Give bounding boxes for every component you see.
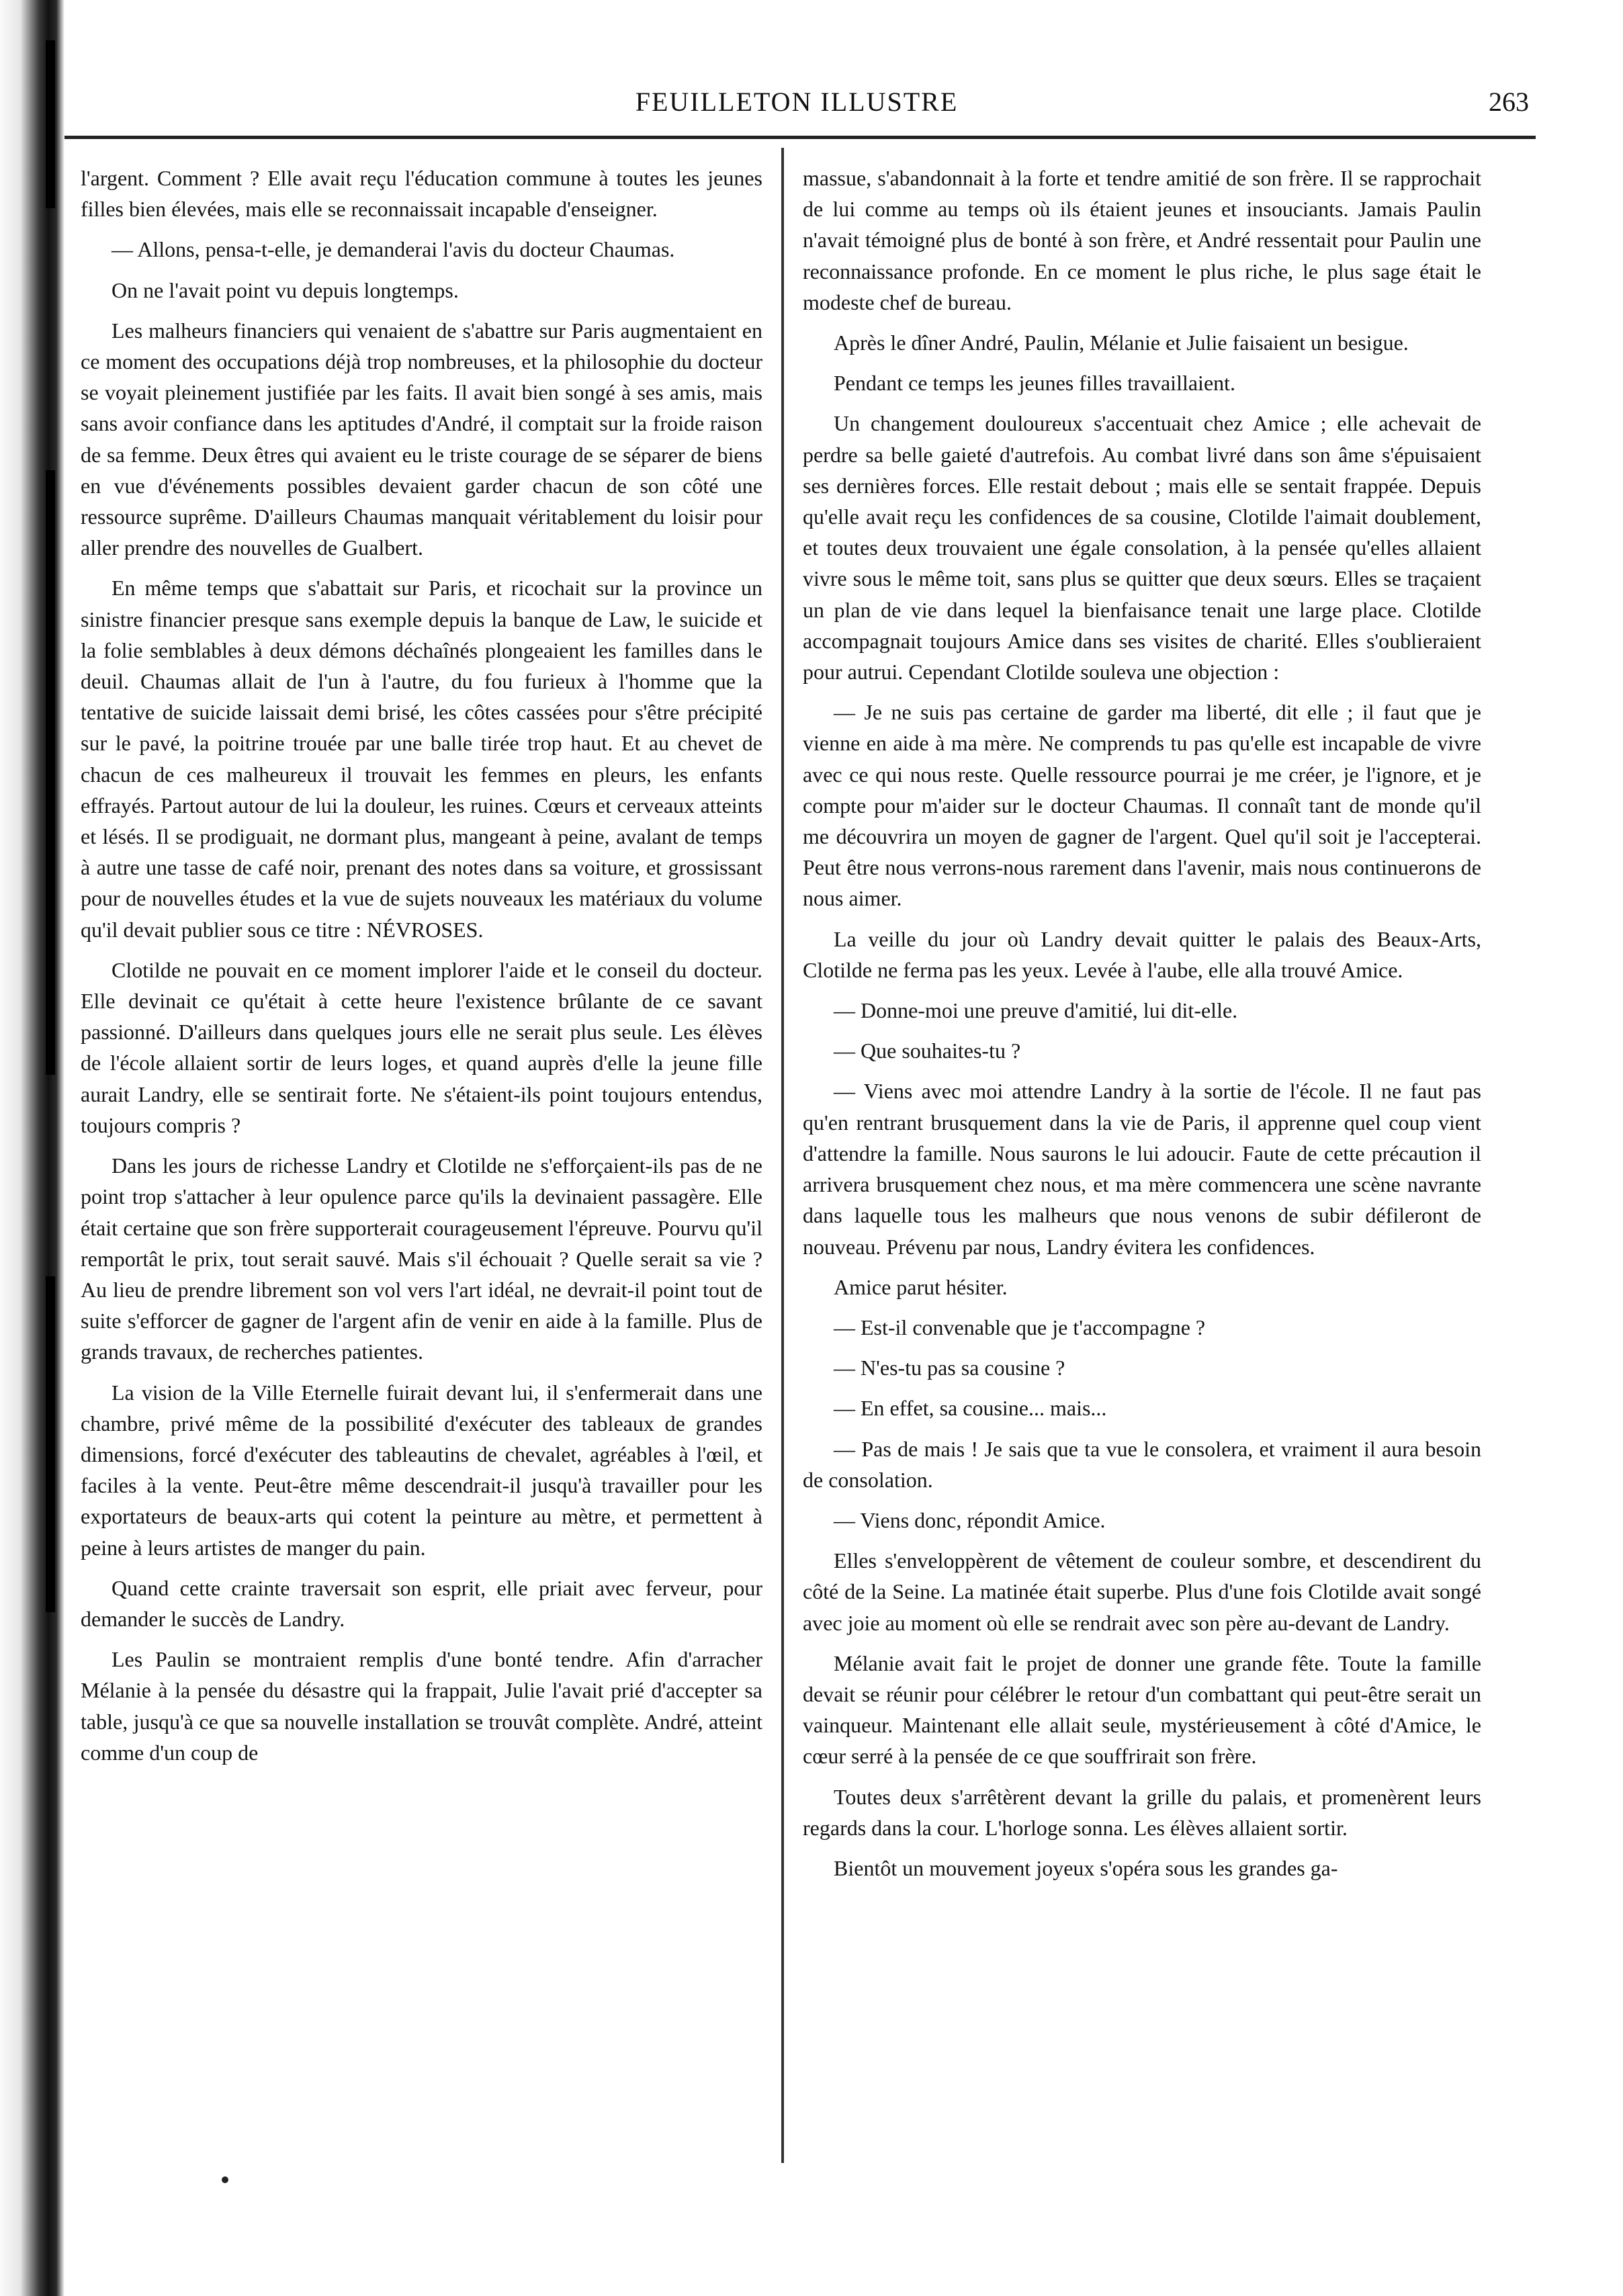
ink-speck bbox=[222, 2176, 228, 2183]
paragraph: La vision de la Ville Eternelle fuirait devant lui, il s'enfermerait dans une chambre, privé même de la possibilité d'exécuter des tableaux de grandes dimensions, forcé d'exécuter des tableautins de chevalet, agréables à l'œil, et faciles à la vente. Peut-être même descendrait-il jusqu'à travailler pour les exportateurs de beaux-arts qui cotent la peinture au mètre, et permettent à peine à leurs artistes de manger du pain. bbox=[81, 1380, 762, 1560]
paragraph: Quand cette crainte traversait son esprit, elle priait avec ferveur, pour demander le succès de Landry. bbox=[81, 1575, 762, 1631]
paragraph: Bientôt un mouvement joyeux s'opéra sous les grandes ga- bbox=[834, 1855, 1338, 1880]
paragraph: Pendant ce temps les jeunes filles travaillaient. bbox=[834, 371, 1236, 396]
paragraph: — Est-il convenable que je t'accompagne ? bbox=[834, 1315, 1206, 1339]
paragraph: — Je ne suis pas certaine de garder ma liberté, dit elle ; il faut que je vienne en aide à ma mère. Ne comprends tu pas qu'elle est incapable de vivre avec ce qui nous reste. Quelle ressource pourrai je me créer, je l'ignore, et je compte pour m'aider sur le docteur Chaumas. Il connaît tant de monde qu'il me découvrira un moyen de gagner de l'argent. Quel qu'il soit je l'accepterai. Peut être nous verrons-nous rarement dans l'avenir, mais nous continuerons de nous aimer. bbox=[803, 700, 1481, 911]
page-number: 263 bbox=[1489, 87, 1529, 117]
paragraph: Clotilde ne pouvait en ce moment implorer l'aide et le conseil du docteur. Elle devinait ce qu'était à cette heure l'existence brûlante de ce savant passionné. D'ailleurs dans quelques jours elle ne serait plus seule. Les élèves de l'école allaient sortir de leurs loges, et quand auprès d'elle la jeune fille aurait Landry, elle se sentirait forte. Ne s'étaient-ils point toujours entendus, toujours compris ? bbox=[81, 957, 762, 1137]
binding-mark bbox=[46, 40, 55, 208]
paragraph: — Allons, pensa-t-elle, je demanderai l'avis du docteur Chaumas. bbox=[112, 237, 675, 262]
paragraph: — Pas de mais ! Je sais que ta vue le consolera, et vraiment il aura besoin de consolation. bbox=[803, 1436, 1481, 1492]
header-rule bbox=[64, 136, 1536, 139]
paragraph: Elles s'enveloppèrent de vêtement de couleur sombre, et descendirent du côté de la Seine. La matinée était superbe. Plus d'une fois Clotilde avait songé avec joie au moment où elle se rendrait avec son père au-devant de Landry. bbox=[803, 1548, 1481, 1635]
left-column bbox=[81, 163, 762, 2164]
paragraph: — Viens donc, répondit Amice. bbox=[834, 1507, 1106, 1532]
binding-mark bbox=[46, 470, 55, 1075]
paragraph: Les Paulin se montraient remplis d'une bonté tendre. Afin d'arracher Mélanie à la pensée du désastre qui la frappait, Julie l'avait prié d'accepter sa table, jusqu'à ce que sa nouvelle installation se trouvât complète. André, atteint comme d'un coup de bbox=[81, 1647, 762, 1765]
paragraph: — Viens avec moi attendre Landry à la sortie de l'école. Il ne faut pas qu'en rentrant brusquement dans la vie de Paris, il apprenne quel coup vient d'attendre la famille. Nous saurons le lui adoucir. Faute de cette précaution il arrivera brusquement chez nous, et ma mère commencera une scène navrante dans laquelle tous les malheurs que nous venons de subir défileront de nouveau. Prévenu par nous, Landry évitera les confidences. bbox=[803, 1079, 1481, 1259]
paragraph: — N'es-tu pas sa cousine ? bbox=[834, 1356, 1065, 1380]
binding-gutter bbox=[0, 0, 64, 2296]
paragraph: Mélanie avait fait le projet de donner une grande fête. Toute la famille devait se réunir pour célébrer le retour d'un combattant qui peut-être serait un vainqueur. Maintenant elle allait seule, mystérieusement à côté d'Amice, le cœur serré à la pensée de ce que souffrirait son frère. bbox=[803, 1650, 1481, 1769]
paragraph: — Donne-moi une preuve d'amitié, lui dit-elle. bbox=[834, 998, 1238, 1023]
page-header bbox=[64, 75, 1529, 122]
running-title: FEUILLETON ILLUSTRE bbox=[635, 87, 959, 117]
paragraph: Après le dîner André, Paulin, Mélanie et Julie faisaient un besigue. bbox=[834, 330, 1409, 355]
right-column bbox=[803, 163, 1481, 2164]
paragraph: Toutes deux s'arrêtèrent devant la grille du palais, et promenèrent leurs regards dans la cour. L'horloge sonna. Les élèves allaient sortir. bbox=[803, 1784, 1481, 1840]
column-divider bbox=[781, 148, 784, 2163]
paragraph: La veille du jour où Landry devait quitter le palais des Beaux-Arts, Clotilde ne ferma pas les yeux. Levée à l'aube, elle alla trouvé Amice. bbox=[803, 926, 1481, 982]
paragraph: Les malheurs financiers qui venaient de s'abattre sur Paris augmentaient en ce moment des occupations déjà trop nombreuses, et la philosophie du docteur se voyait pleinement justifiée par les faits. Il avait bien songé à ses amis, mais sans avoir confiance dans les aptitudes d'André, il comptait sur la froide raison de sa femme. Deux êtres qui avaient eu le triste courage de se séparer de biens en vue d'événements possibles devaient garder chacun de son côté une ressource suprême. D'ailleurs Chaumas manquait véritablement du loisir pour aller prendre des nouvelles de Gualbert. bbox=[81, 318, 762, 560]
paragraph: Dans les jours de richesse Landry et Clotilde ne s'efforçaient-ils pas de ne point trop s'attacher à leur opulence parce qu'ils la devinaient passagère. Elle était certaine que son frère supporterait courageusement l'épreuve. Pourvu qu'il remportât le prix, tout serait sauvé. Mais s'il échouait ? Quelle serait sa vie ? Au lieu de prendre librement son vol vers l'art idéal, ne devrait-il point tout de suite s'efforcer de gagner de l'argent afin de venir en aide à la famille. Plus de grands travaux, de recherches patientes. bbox=[81, 1153, 762, 1364]
binding-mark bbox=[46, 1276, 55, 1612]
paragraph: l'argent. Comment ? Elle avait reçu l'éducation commune à toutes les jeunes filles bien élevées, mais elle se reconnaissait incapable d'enseigner. bbox=[81, 166, 762, 222]
paragraph: En même temps que s'abattait sur Paris, et ricochait sur la province un sinistre financier presque sans exemple depuis la banque de Law, le suicide et la folie semblables à deux démons déchaînés plongeaient les familles dans le deuil. Chaumas allait de l'un à l'autre, du fou furieux à l'homme que la tentative de suicide laissait demi brisé, les côtes cassées pour s'être précipité sur le pavé, la poitrine trouée par une balle tirée trop haut. Et au chevet de chacun de ces malheureux il trouvait les femmes en pleurs, les enfants effrayés. Partout autour de lui la douleur, les ruines. Cœurs et cerveaux atteints et lésés. Il se prodiguait, ne dormant plus, mangeant à peine, avalant de temps à autre une tasse de café noir, prenant des notes dans sa voiture, et grossissant pour de nouvelles études et la vue de sujets nouveaux les matériaux du volume qu'il devait publier sous ce titre : NÉVROSES. bbox=[81, 576, 762, 942]
paragraph: — Que souhaites-tu ? bbox=[834, 1039, 1021, 1063]
paragraph: On ne l'avait point vu depuis longtemps. bbox=[112, 277, 459, 302]
paragraph: Un changement douloureux s'accentuait chez Amice ; elle achevait de perdre sa belle gaieté d'autrefois. Au combat livré dans son âme s'épuisaient ses dernières forces. Elle restait debout ; mais elle se sentait frappée. Depuis qu'elle avait reçu les confidences de sa cousine, Clotilde l'aimait doublement, et toutes deux trouvaient une égale consolation, à la pensée qu'elles allaient vivre sous le même toit, sans plus se quitter que deux sœurs. Elles se traçaient un plan de vie dans lequel la bienfaisance tenait une large place. Clotilde accompagnait toujours Amice dans ses visites de charité. Elles s'oublieraient pour autrui. Cependant Clotilde souleva une objection : bbox=[803, 411, 1481, 685]
paragraph: — En effet, sa cousine... mais... bbox=[834, 1396, 1107, 1421]
paragraph: Amice parut hésiter. bbox=[834, 1274, 1008, 1299]
paragraph: massue, s'abandonnait à la forte et tendre amitié de son frère. Il se rapprochait de lui comme au temps où ils étaient jeunes et insouciants. Jamais Paulin n'avait témoigné plus de bonté à son frère, et André ressentait pour Paulin une reconnaissance profonde. En ce moment le plus riche, le plus sage était le modeste chef de bureau. bbox=[803, 166, 1481, 314]
